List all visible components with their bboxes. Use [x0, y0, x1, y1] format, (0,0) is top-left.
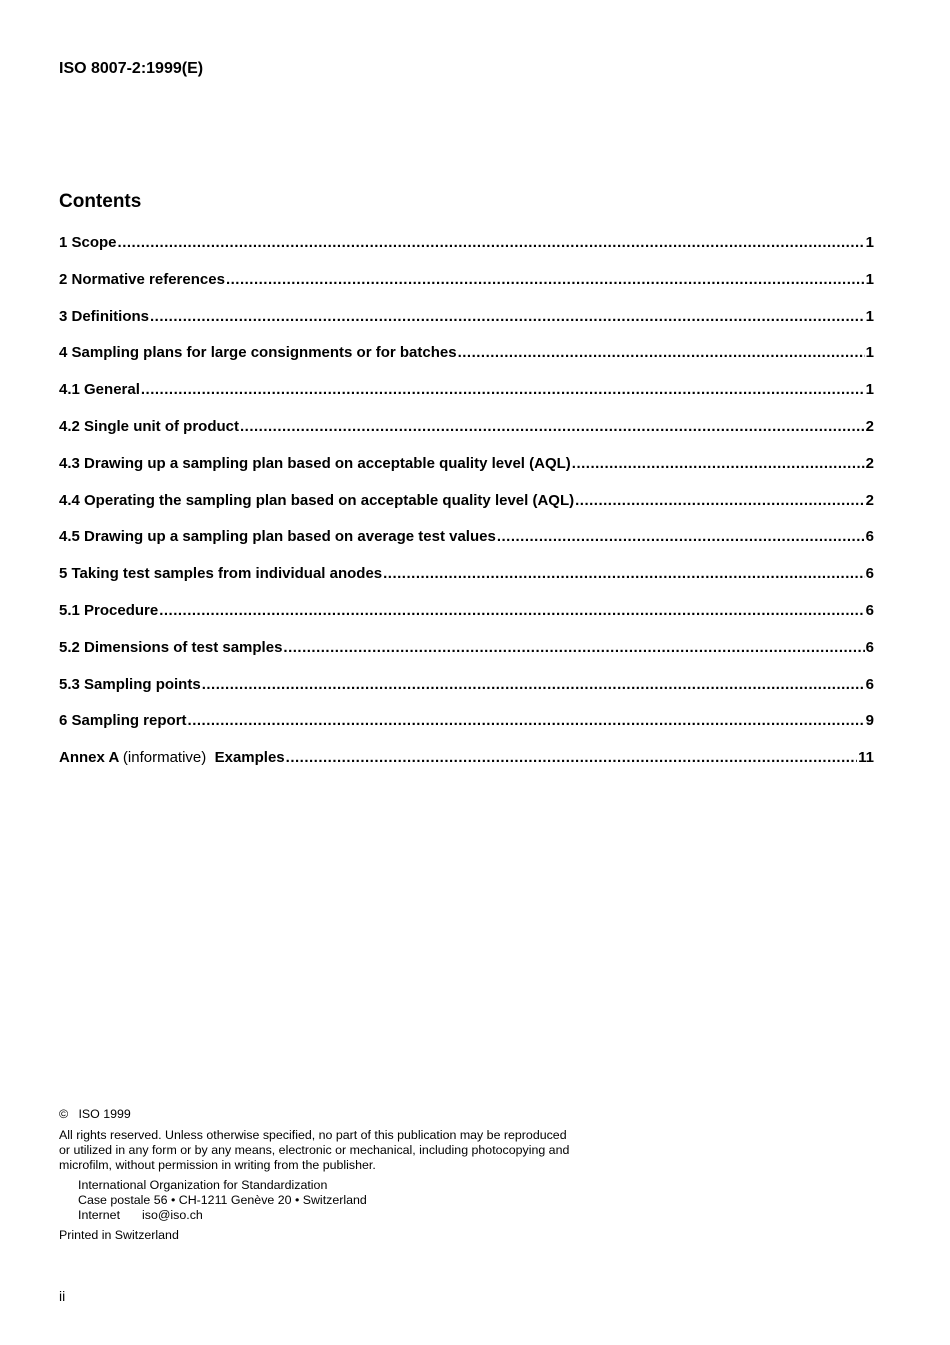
contents-heading: Contents — [59, 191, 142, 212]
toc-entry-page: 11 — [858, 749, 874, 767]
toc-entry-dimensions[interactable] — [59, 638, 874, 675]
toc-entry-page: 1 — [865, 381, 874, 399]
dot-leader — [283, 638, 864, 658]
toc-entry-page: 2 — [865, 491, 874, 509]
toc-entry-page: 6 — [865, 528, 874, 546]
rights-notice — [59, 1128, 619, 1173]
toc-entry-title: 4.4 Operating the sampling plan based on acceptable quality level (AQL) — [59, 491, 575, 509]
toc-entry-drawing-up-aql[interactable] — [59, 454, 874, 491]
dot-leader — [118, 233, 865, 253]
copyright-year: ISO 1999 — [78, 1107, 131, 1121]
toc-entry-single-unit[interactable] — [59, 417, 874, 454]
toc-entry-definitions[interactable] — [59, 307, 874, 344]
toc-entry-title: 4.1 General — [59, 381, 140, 399]
annex-title: Examples — [214, 749, 285, 767]
toc-entry-general[interactable] — [59, 380, 874, 417]
internet-label: Internet — [78, 1208, 121, 1222]
toc-entry-title: 6 Sampling report — [59, 712, 187, 730]
dot-leader — [226, 270, 865, 290]
toc-entry-title: 5 Taking test samples from individual anodes — [59, 565, 383, 583]
internet-line — [78, 1208, 619, 1223]
rights-line: microfilm, without permission in writing from the publisher. — [59, 1158, 376, 1172]
rights-line: All rights reserved. Unless otherwise specified, no part of this publication may be reproduced — [59, 1128, 567, 1142]
annex-type: (informative) — [122, 749, 207, 767]
dot-leader — [572, 454, 865, 474]
toc-entry-normative-references[interactable] — [59, 270, 874, 307]
toc-entry-page: 1 — [865, 270, 874, 288]
toc-entry-annex-a[interactable] — [59, 748, 874, 785]
toc-entry-sampling-points[interactable] — [59, 675, 874, 712]
toc-entry-page: 9 — [865, 712, 874, 730]
toc-entry-title: 1 Scope — [59, 234, 117, 251]
toc-entry-title: 2 Normative references — [59, 270, 225, 288]
toc-entry-page: 1 — [865, 344, 874, 362]
dot-leader — [286, 748, 857, 768]
dot-leader — [150, 307, 865, 327]
toc-entry-page: 6 — [865, 565, 874, 583]
printed-in: Printed in Switzerland — [59, 1228, 179, 1242]
dot-leader — [202, 675, 865, 695]
dot-leader — [240, 417, 865, 437]
org-name: International Organization for Standardization — [78, 1178, 328, 1192]
toc-entry-title: 3 Definitions — [59, 307, 150, 325]
toc-entry-procedure[interactable] — [59, 601, 874, 638]
toc-entry-sampling-report[interactable] — [59, 711, 874, 748]
dot-leader — [575, 491, 865, 511]
document-id: ISO 8007-2:1999(E) — [59, 60, 204, 77]
dot-leader — [141, 380, 865, 400]
toc-entry-page: 6 — [865, 601, 874, 619]
dot-leader — [159, 601, 864, 621]
toc-entry-page: 2 — [865, 417, 874, 435]
toc-entry-title: 4.2 Single unit of product — [59, 417, 239, 435]
toc-entry-operating-aql[interactable] — [59, 491, 874, 528]
toc-entry-page: 1 — [865, 307, 874, 325]
toc-entry-page: 2 — [865, 454, 874, 472]
dot-leader — [458, 343, 865, 363]
toc-entry-title: 4 Sampling plans for large consignments or for batches — [59, 344, 457, 362]
toc-entry-sampling-plans[interactable] — [59, 343, 874, 380]
toc-entry-page: 1 — [865, 234, 874, 251]
toc-entry-title: 4.5 Drawing up a sampling plan based on average test values — [59, 528, 496, 546]
email-link[interactable]: iso@iso.ch — [142, 1208, 203, 1222]
toc-entry-page: 6 — [865, 638, 874, 656]
copyright-symbol: © — [59, 1107, 69, 1121]
toc-entry-title: 5.1 Procedure — [59, 601, 159, 619]
dot-leader — [383, 564, 865, 584]
toc-annex-title — [59, 748, 285, 768]
copyright-line — [59, 1107, 619, 1122]
toc-entry-page: 6 — [865, 675, 874, 693]
toc-entry-average-test-values[interactable] — [59, 527, 874, 564]
postal-address: Case postale 56 • CH-1211 Genève 20 • Switzerland — [78, 1193, 367, 1207]
toc-entry-title: 5.3 Sampling points — [59, 675, 201, 693]
page-number: ii — [59, 1288, 66, 1304]
publisher-address — [59, 1178, 619, 1223]
toc-entry-taking-test-samples[interactable] — [59, 564, 874, 601]
table-of-contents — [59, 233, 874, 785]
toc-entry-title: 5.2 Dimensions of test samples — [59, 638, 283, 656]
annex-label: Annex A — [59, 749, 119, 767]
dot-leader — [188, 711, 865, 731]
copyright-block — [59, 1107, 619, 1243]
rights-line: or utilized in any form or by any means, electronic or mechanical, including photocopying and — [59, 1143, 570, 1157]
toc-entry-title: 4.3 Drawing up a sampling plan based on acceptable quality level (AQL) — [59, 454, 571, 472]
toc-entry-scope[interactable] — [59, 233, 874, 270]
dot-leader — [497, 527, 865, 547]
